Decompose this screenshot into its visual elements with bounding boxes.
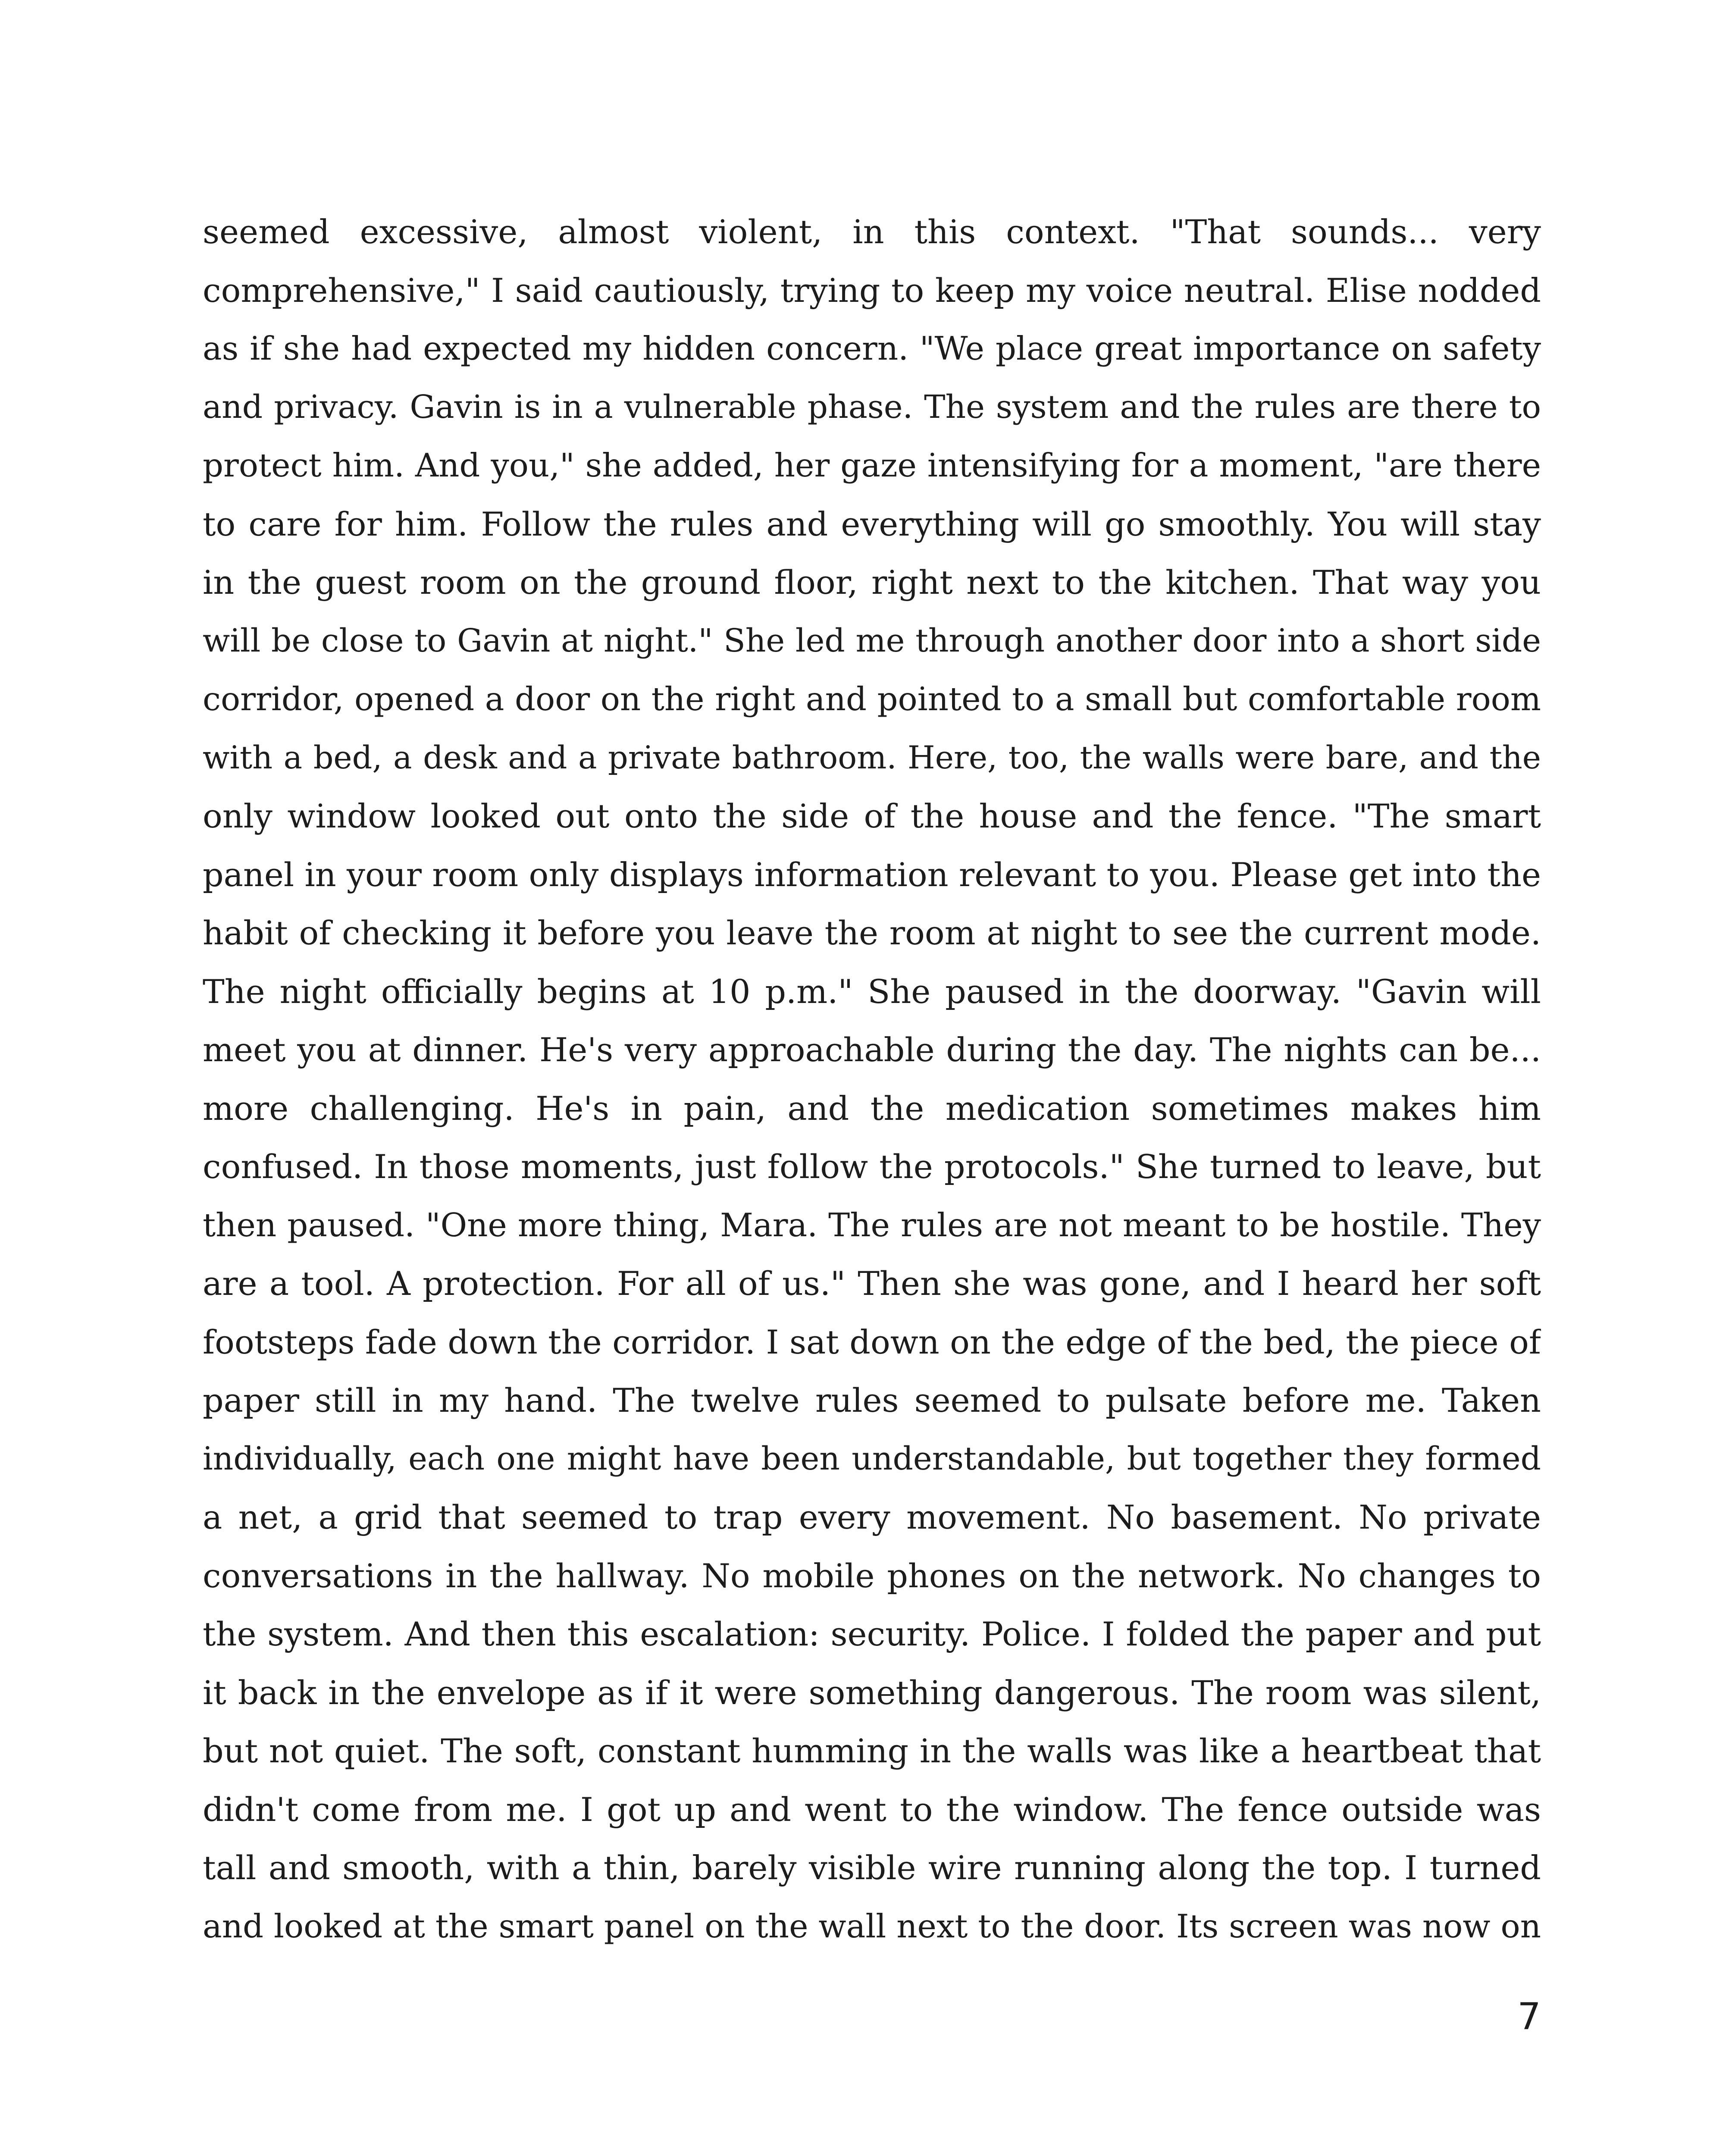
text-line: to care for him. Follow the rules and everything will go smoothly. You will stay bbox=[203, 505, 1541, 543]
text-line: only window looked out onto the side of the house and the fence. "The smart bbox=[203, 797, 1541, 835]
text-line: confused. In those moments, just follow the protocols." She turned to leave, but bbox=[203, 1147, 1541, 1186]
text-line: habit of checking it before you leave the room at night to see the current mode. bbox=[203, 914, 1541, 952]
text-line: tall and smooth, with a thin, barely visible wire running along the top. I turned bbox=[203, 1849, 1541, 1887]
text-line: it back in the envelope as if it were something dangerous. The room was silent, bbox=[203, 1673, 1541, 1712]
text-line: will be close to Gavin at night." She led me through another door into a short side bbox=[203, 622, 1541, 659]
text-line: conversations in the hallway. No mobile phones on the network. No changes to bbox=[203, 1556, 1541, 1595]
text-line: are a tool. A protection. For all of us." Then she was gone, and I heard her soft bbox=[203, 1264, 1541, 1303]
text-line: with a bed, a desk and a private bathroom. Here, too, the walls were bare, and the bbox=[203, 739, 1541, 776]
text-line: but not quiet. The soft, constant humming in the walls was like a heartbeat that bbox=[203, 1732, 1541, 1770]
text-line: corridor, opened a door on the right and pointed to a small but comfortable room bbox=[203, 680, 1541, 718]
body-text bbox=[203, 203, 1541, 1955]
text-line: meet you at dinner. He's very approachable during the day. The nights can be... bbox=[203, 1031, 1541, 1069]
text-line: footsteps fade down the corridor. I sat down on the edge of the bed, the piece of bbox=[203, 1322, 1541, 1361]
text-line: as if she had expected my hidden concern. "We place great importance on safety bbox=[203, 329, 1541, 367]
text-line: didn't come from me. I got up and went to the window. The fence outside was bbox=[203, 1790, 1541, 1829]
page-number: 7 bbox=[1517, 1995, 1541, 2038]
text-line: individually, each one might have been understandable, but together they formed bbox=[203, 1440, 1541, 1477]
text-line: and privacy. Gavin is in a vulnerable phase. The system and the rules are there to bbox=[203, 388, 1541, 426]
text-line: a net, a grid that seemed to trap every movement. No basement. No private bbox=[203, 1498, 1541, 1536]
text-line: in the guest room on the ground floor, right next to the kitchen. That way you bbox=[203, 563, 1541, 602]
text-line: seemed excessive, almost violent, in this context. "That sounds... very bbox=[203, 213, 1541, 251]
text-line: comprehensive," I said cautiously, trying to keep my voice neutral. Elise nodded bbox=[203, 271, 1541, 310]
text-line: more challenging. He's in pain, and the medication sometimes makes him bbox=[203, 1089, 1541, 1128]
text-line: then paused. "One more thing, Mara. The rules are not meant to be hostile. They bbox=[203, 1206, 1541, 1244]
text-line: the system. And then this escalation: security. Police. I folded the paper and put bbox=[203, 1615, 1541, 1653]
text-line: protect him. And you," she added, her gaze intensifying for a moment, "are there bbox=[203, 446, 1541, 484]
text-line: and looked at the smart panel on the wall next to the door. Its screen was now on bbox=[203, 1907, 1541, 1945]
text-line: panel in your room only displays information relevant to you. Please get into the bbox=[203, 855, 1541, 894]
text-line: paper still in my hand. The twelve rules seemed to pulsate before me. Taken bbox=[203, 1381, 1541, 1420]
text-line: The night officially begins at 10 p.m." She paused in the doorway. "Gavin will bbox=[203, 972, 1541, 1011]
